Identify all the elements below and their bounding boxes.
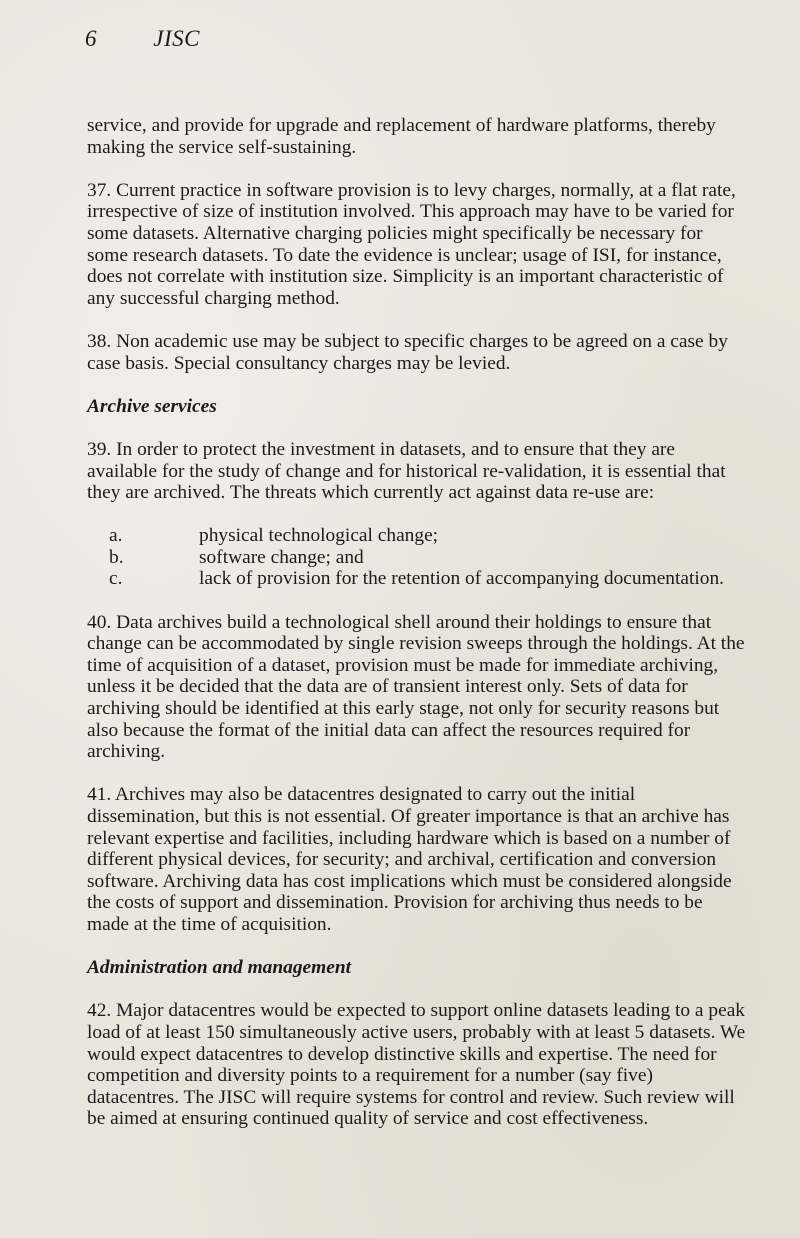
list-item-text: lack of provision for the retention of accompanying documentation. [199,568,725,590]
section-heading-archive-services: Archive services [87,395,217,417]
paragraph-39: 39. In order to protect the investment in datasets, and to ensure that they are available for the study of change and for historical re-validation, it is essential that they are archived. The threats which currently act against data re-use are: [87,438,726,504]
paragraph-36-continued: service, and provide for upgrade and replacement of hardware platforms, thereby making the service self-sustaining. [87,115,716,158]
paragraph-38: 38. Non academic use may be subject to specific charges to be agreed on a case by case basis. Special consultancy charges may be levied. [87,330,728,374]
page-number: 6 [85,26,97,51]
list-item-text: physical technological change; [199,525,439,547]
section-heading-administration: Administration and management [87,957,351,979]
threats-list [87,525,747,590]
body-text [87,115,747,1152]
list-item-text: software change; and [199,546,364,568]
list-item [87,547,747,569]
list-item-letter: b. [109,546,124,568]
list-item-letter: c. [109,568,123,590]
paragraph-42: 42. Major datacentres would be expected to support online datasets leading to a peak load of at least 150 simultaneously active users, probably with at least 5 datasets. We would expect datacentres to develop distinctive skills and expertise. The need for competition and diversity points to a requirement for a number (say five) datacentres. The JISC will require systems for control and review. Such review will be aimed at ensuring continued quality of service and cost effectiveness. [87,1000,746,1130]
paragraph-40: 40. Data archives build a technological shell around their holdings to ensure that change can be accommodated by single revision sweeps through the holdings. At the time of acquisition of a dataset, provision must be made for immediate archiving, unless it be decided that the data are of transient interest only. Sets of data for archiving should be identified at this early stage, not only for security reasons but also because the format of the initial data can affect the resources required for archiving. [87,611,745,763]
running-header [85,26,200,52]
paragraph-41: 41. Archives may also be datacentres designated to carry out the initial dissemination, but this is not essential. Of greater importance is that an archive has relevant expertise and facilities, including hardware which is based on a number of different physical devices, for security; and archival, certification and conversion software. Archiving data has cost implications which must be considered alongside the costs of support and dissemination. Provision for archiving thus needs to be made at the time of acquisition. [87,784,732,935]
list-item [87,525,747,547]
list-item [87,568,747,590]
paragraph-37: 37. Current practice in software provision is to levy charges, normally, at a flat rate, irrespective of size of institution involved. This approach may have to be varied for some datasets. Alternative charging policies might specifically be necessary for some research datasets. To date the evidence is unclear; usage of ISI, for instance, does not correlate with institution size. Simplicity is an important characteristic of any successful charging method. [87,179,736,309]
running-title: JISC [153,26,200,51]
list-item-letter: a. [109,525,123,547]
